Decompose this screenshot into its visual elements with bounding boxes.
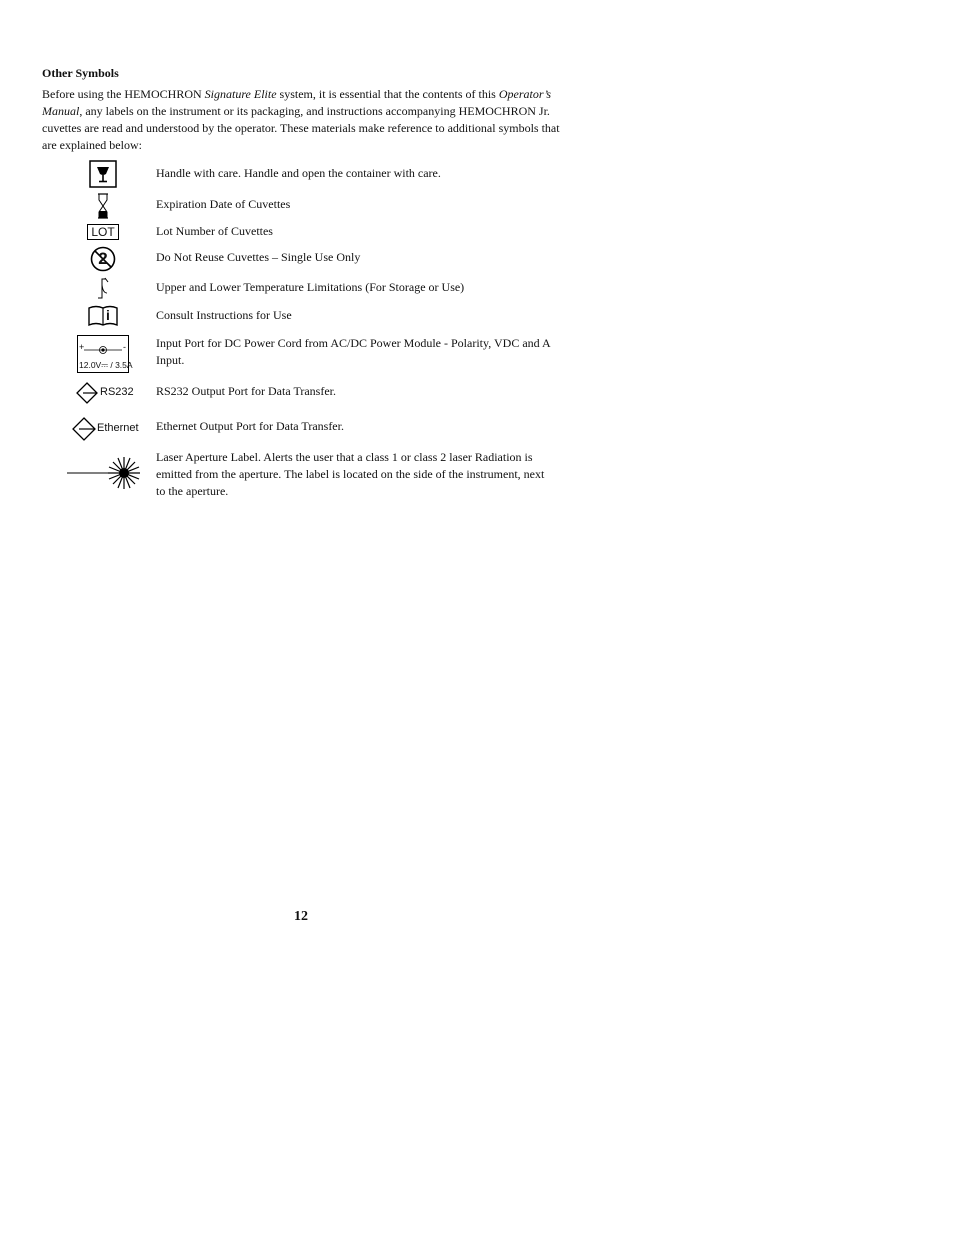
plus-label: + — [79, 342, 85, 352]
section-heading: Other Symbols — [42, 66, 119, 80]
intro-text-2: system, it is essential that the contents of this — [276, 87, 499, 101]
temperature-limit-icon — [96, 277, 112, 299]
symbol-description: RS232 Output Port for Data Transfer. — [156, 384, 336, 398]
symbol-description: Ethernet Output Port for Data Transfer. — [156, 419, 344, 433]
fragile-glass-icon — [89, 160, 117, 188]
rs232-port-icon — [76, 382, 132, 404]
voltage-label: 12.0V⎓ / 3.5A — [79, 360, 133, 370]
hourglass-icon — [95, 193, 111, 219]
lot-icon — [87, 224, 119, 240]
symbol-description: Consult Instructions for Use — [156, 308, 292, 322]
rs232-label: RS232 — [100, 386, 134, 398]
minus-label: - — [123, 342, 126, 352]
symbol-description: Handle with care. Handle and open the container with care. — [156, 166, 441, 180]
do-not-reuse-icon — [90, 246, 116, 272]
symbol-description: Lot Number of Cuvettes — [156, 224, 273, 238]
symbol-description: Laser Aperture Label. Alerts the user that a class 1 or class 2 laser Radiation is emitted from the aperture. The label is located on the side of the instrument, next to the aperture. — [156, 450, 545, 498]
dc-power-input-icon — [77, 335, 133, 373]
intro-text-1: Before using the HEMOCHRON — [42, 87, 205, 101]
symbol-description: Upper and Lower Temperature Limitations (For Storage or Use) — [156, 280, 465, 294]
manual-name: Operator’s Manual — [42, 87, 552, 118]
ethernet-port-icon — [72, 417, 138, 441]
laser-aperture-icon — [66, 455, 140, 491]
do-not-reuse-label: 2 — [98, 249, 108, 268]
lot-label: LOT — [91, 225, 115, 239]
ethernet-label: Ethernet — [97, 422, 139, 434]
intro-paragraph — [42, 86, 567, 154]
page-number: 12 — [294, 909, 308, 924]
symbol-description: Input Port for DC Power Cord from AC/DC Power Module - Polarity, VDC and A Input. — [156, 336, 550, 367]
consult-instructions-icon — [88, 305, 118, 327]
symbol-description: Do Not Reuse Cuvettes – Single Use Only — [156, 250, 361, 264]
symbol-description: Expiration Date of Cuvettes — [156, 197, 291, 211]
info-label: i — [106, 307, 110, 323]
intro-text-3: , any labels on the instrument or its packaging, and instructions accompanying HEMOCHRON Jr. cuvettes are read and understood by the operator. These materials make reference to additional symbols that are explained below: — [42, 104, 560, 152]
product-name: Signature Elite — [204, 87, 277, 101]
